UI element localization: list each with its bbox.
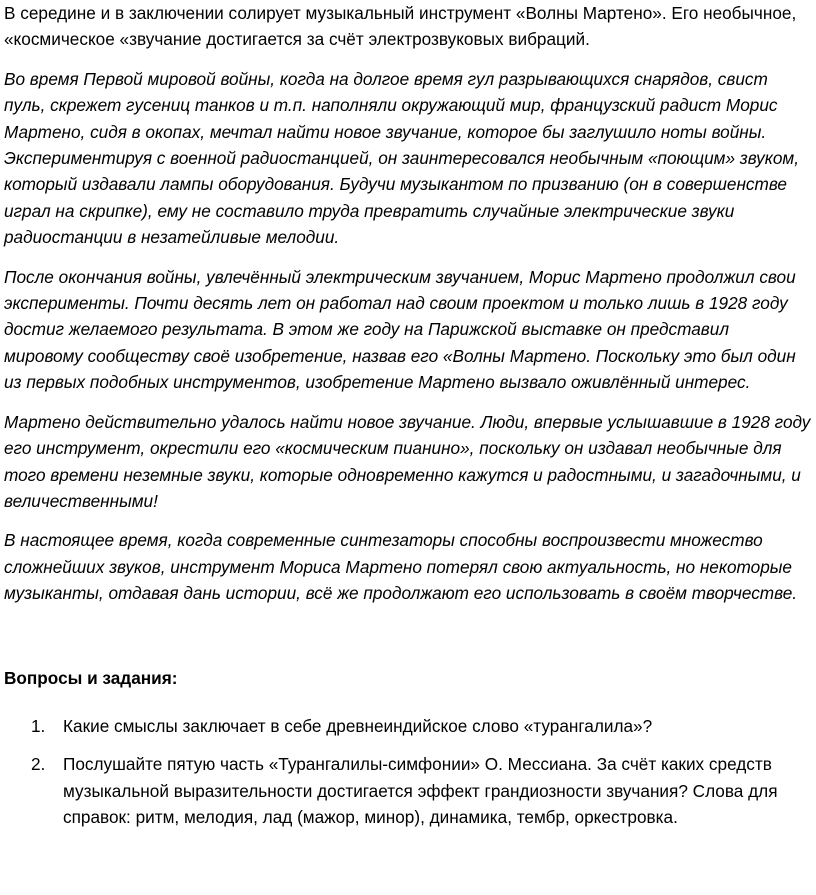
list-item xyxy=(31,713,812,739)
questions-heading: Вопросы и задания: xyxy=(4,667,178,688)
list-item-number: 1. xyxy=(31,715,46,736)
body-paragraph: Мартено действительно удалось найти новое звучание. Люди, впервые услышавшие в 1928 году его инструмент, окрестили его «космическим пианино», поскольку он издавал необычные для того времени неземные звуки, которые одновременно кажутся и радостными, и загадочными, и величественными! xyxy=(4,411,811,511)
questions-list xyxy=(4,713,812,831)
body-paragraph: Во время Первой мировой войны, когда на долгое время гул разрывающихся снарядов, свист пуль, скрежет гусениц танков и т.п. наполняли окружающий мир, французский радист Морис Мартено, сидя в окопах, мечтал найти новое звучание, которое бы заглушило ноты войны. Экспериментируя с военной радиостанцией, он заинтересовался необычным «поющим» звуком, который издавали лампы оборудования. Будучи музыкантом по призванию (он в совершенстве играл на скрипке), ему не составило труда превратить случайные электрические звуки радиостанции в незатейливые мелодии. xyxy=(4,68,799,248)
list-item-text: Какие смыслы заключает в себе древнеиндийское слово «турангалила»? xyxy=(63,715,653,736)
intro-paragraph: В середине и в заключении солирует музыкальный инструмент «Волны Мартено». Его необычное, «космическое «звучание достигается за счёт электрозвуковых вибраций. xyxy=(4,3,797,50)
body-paragraph: После окончания войны, увлечённый электрическим звучанием, Морис Мартено продолжил свои эксперименты. Почти десять лет он работал над своим проектом и только лишь в 1928 году достиг желаемого результата. В этом же году на Парижской выставке он представил мировому сообществу своё изобретение, назвав его «Волны Мартено. Поскольку это был один из первых подобных инструментов, изобретение Мартено вызвало оживлённый интерес. xyxy=(4,266,796,393)
list-item-text: Послушайте пятую часть «Турангалилы-симфонии» О. Мессиана. За счёт каких средств музыкальной выразительности достигается эффект грандиозности звучания? Слова для справок: ритм, мелодия, лад (мажор, минор), динамика, тембр, оркестровка. xyxy=(63,754,778,828)
body-paragraph: В настоящее время, когда современные синтезаторы способны воспроизвести множество сложнейших звуков, инструмент Мориса Мартено потерял свою актуальность, но некоторые музыканты, отдавая дань истории, всё же продолжают его использовать в своём творчестве. xyxy=(4,530,798,604)
list-item-number: 2. xyxy=(31,754,46,775)
list-item xyxy=(31,751,812,830)
